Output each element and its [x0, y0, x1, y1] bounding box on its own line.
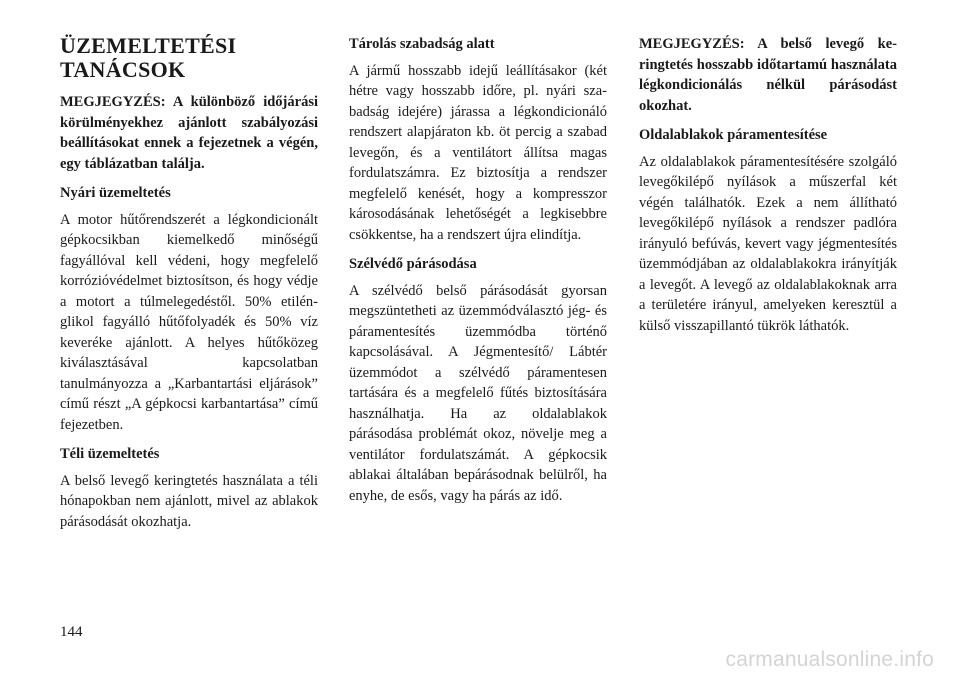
note-recirculation: MEGJEGYZÉS: A belső levegő keringtetés hosszabb időtartamú használata légkondicionálás nélkül párásodást okozhat. — [639, 36, 897, 114]
subheading-storage: Tárolás szabadság alatt — [349, 36, 495, 52]
watermark-text: carmanualsonline.info — [725, 648, 934, 671]
subheading-winter: Téli üzemeltetés — [60, 446, 160, 462]
section-heading-line2: TANÁCSOK — [60, 57, 186, 82]
paragraph-summer: A motor hűtőrendszerét a légkondicionált gépkocsikban kiemelkedő minőségű fagyállóval kell védeni, hogy megfelelő korrózióvédelmet biztosítson, és hogy védje a motort a túlmelegedéstől. 50% etilén-glikol fagyálló hűtőfolyadék és 50% víz keveréke ajánlott. A helyes hűtőközeg kiválasztásával kapcsolatban tanulmányozza a „Karbantartási eljárások” című részt „A gépkocsi karbantartása” című fejezetben. — [60, 211, 318, 433]
paragraph-storage: A jármű hosszabb idejű leállításakor (két hétre vagy hosszabb időre, pl. nyári szabadság idejére) járassa a légkondicionáló rendszert alapjáraton kb. öt percig a szabad levegőn, és a ventilátort állítsa magas fordulatszámra. Ez biztosítja a rendszer megfelelő kenését, hogy a kompresszor károsodásának lehetőségét a legkisebbre csökkentse, ha a rendszert újra elindítja. — [349, 62, 607, 243]
paragraph-windshield: A szélvédő belső párásodását gyorsan megszüntetheti az üzemmódválasztó jég- és páramentesítés üzemmódba történő kapcsolásával. A Jégmentesítő/ Lábtér üzemmódot a szélvédő páramentesen tartására és a megfelelő fűtés biztosítására használhatja. Ha az oldalablakok párásodása problémát okoz, növelje meg a ventilátor fordulatszámát. A gépkocsik ablakai általában bepárásodnak belülről, ha enyhe, de esős, vagy ha párás az idő. — [349, 282, 607, 504]
subheading-side-windows: Oldalablakok páramentesítése — [639, 127, 828, 143]
page-number: 144 — [60, 624, 83, 640]
column-right — [639, 34, 897, 345]
paragraph-side-windows: Az oldalablakok páramentesítésére szolgáló levegőkilépő nyílások a műszerfal két végén találhatók. Ezek a nem állítható levegőkilépő nyílások a rendszer padlóra irányuló befúvás, kevert vagy jégmentesítés üzemmódjában az oldalablakokra irányítják a levegőt. A levegő az oldalablakoknak arra a területére irányul, amelyeken keresztül a külső visszapillantó tükrök láthatók. — [639, 153, 897, 334]
subheading-windshield: Szélvédő párásodása — [349, 256, 477, 272]
column-left — [60, 34, 318, 541]
column-middle — [349, 34, 607, 515]
section-heading-line1: ÜZEMELTETÉSI — [60, 33, 237, 58]
note-weather-settings: MEGJEGYZÉS: A különböző időjárási körülményekhez ajánlott szabályozási beállításokat ennek a fejezetnek a végén, egy táblázatban találja. — [60, 94, 318, 172]
subheading-summer: Nyári üzemeltetés — [60, 185, 171, 201]
paragraph-winter: A belső levegő keringtetés használata a téli hónapokban nem ajánlott, mivel az ablakok párásodását okozhatja. — [60, 472, 318, 530]
section-heading — [60, 34, 318, 82]
